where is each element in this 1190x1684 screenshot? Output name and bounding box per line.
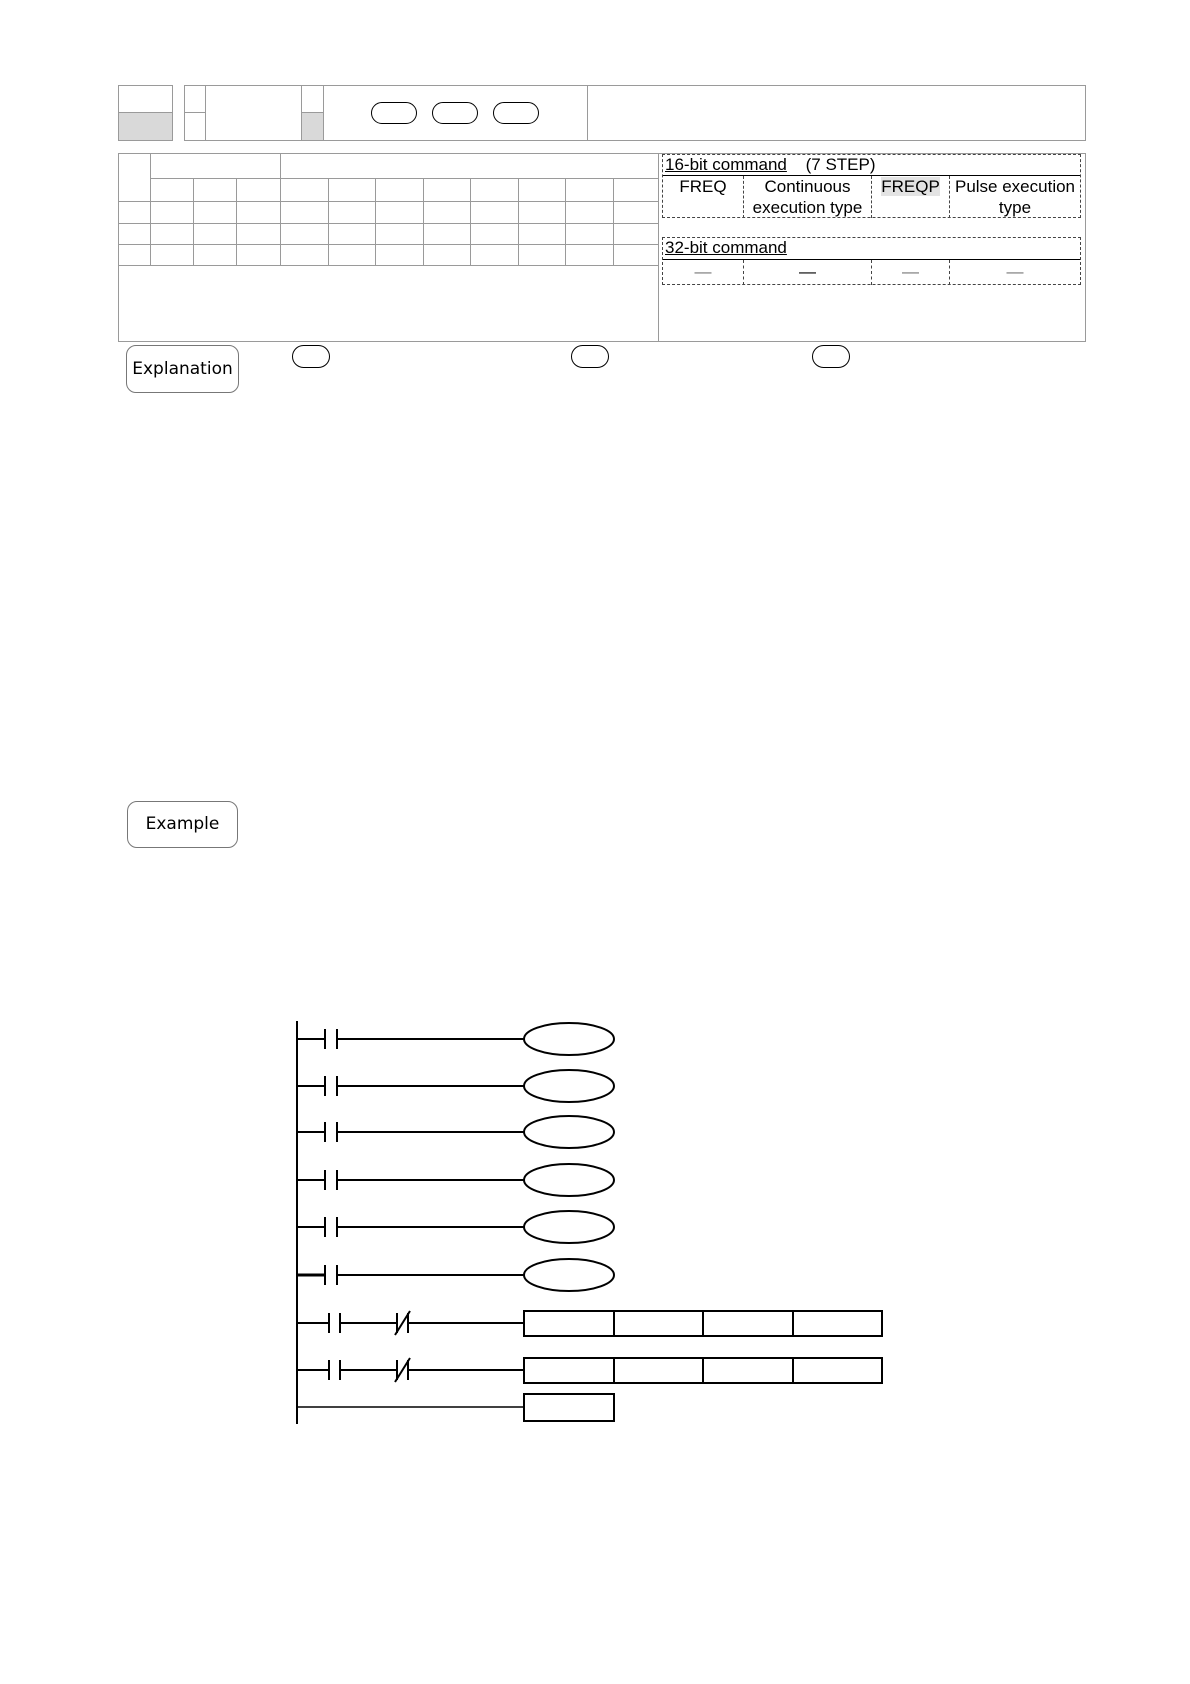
bit32-cell-2: — — [799, 262, 816, 281]
bit32-cell-4: — — [1006, 262, 1024, 281]
freq-desc: Continuous execution type — [752, 177, 863, 217]
bit32-title: 32-bit command — [665, 238, 787, 257]
output-coil — [524, 1116, 614, 1148]
freq-name: FREQ — [679, 177, 727, 196]
rung-9 — [297, 1394, 614, 1421]
rung-7 — [297, 1311, 882, 1336]
rung-6 — [297, 1259, 614, 1291]
rung-3 — [297, 1116, 614, 1148]
freqp-desc: Pulse execution type — [954, 177, 1076, 217]
bit32-cell-3: — — [902, 262, 919, 281]
output-coil — [524, 1164, 614, 1196]
explanation-label: Explanation — [126, 345, 239, 393]
output-coil — [524, 1259, 614, 1291]
output-coil — [524, 1023, 614, 1055]
bit32-cell-1: — — [694, 262, 712, 281]
example-label: Example — [127, 801, 238, 848]
bit16-steps: (7 STEP) — [805, 155, 876, 174]
output-coil — [524, 1211, 614, 1243]
output-coil — [524, 1070, 614, 1102]
freqp-name-text: FREQP — [881, 177, 940, 196]
bit16-title-text: 16-bit command — [665, 155, 787, 174]
rung-1 — [297, 1023, 614, 1055]
rung-8 — [297, 1358, 882, 1383]
rung-5 — [297, 1211, 614, 1243]
end-box — [524, 1394, 614, 1421]
rung-2 — [297, 1070, 614, 1102]
rung-4 — [297, 1164, 614, 1196]
